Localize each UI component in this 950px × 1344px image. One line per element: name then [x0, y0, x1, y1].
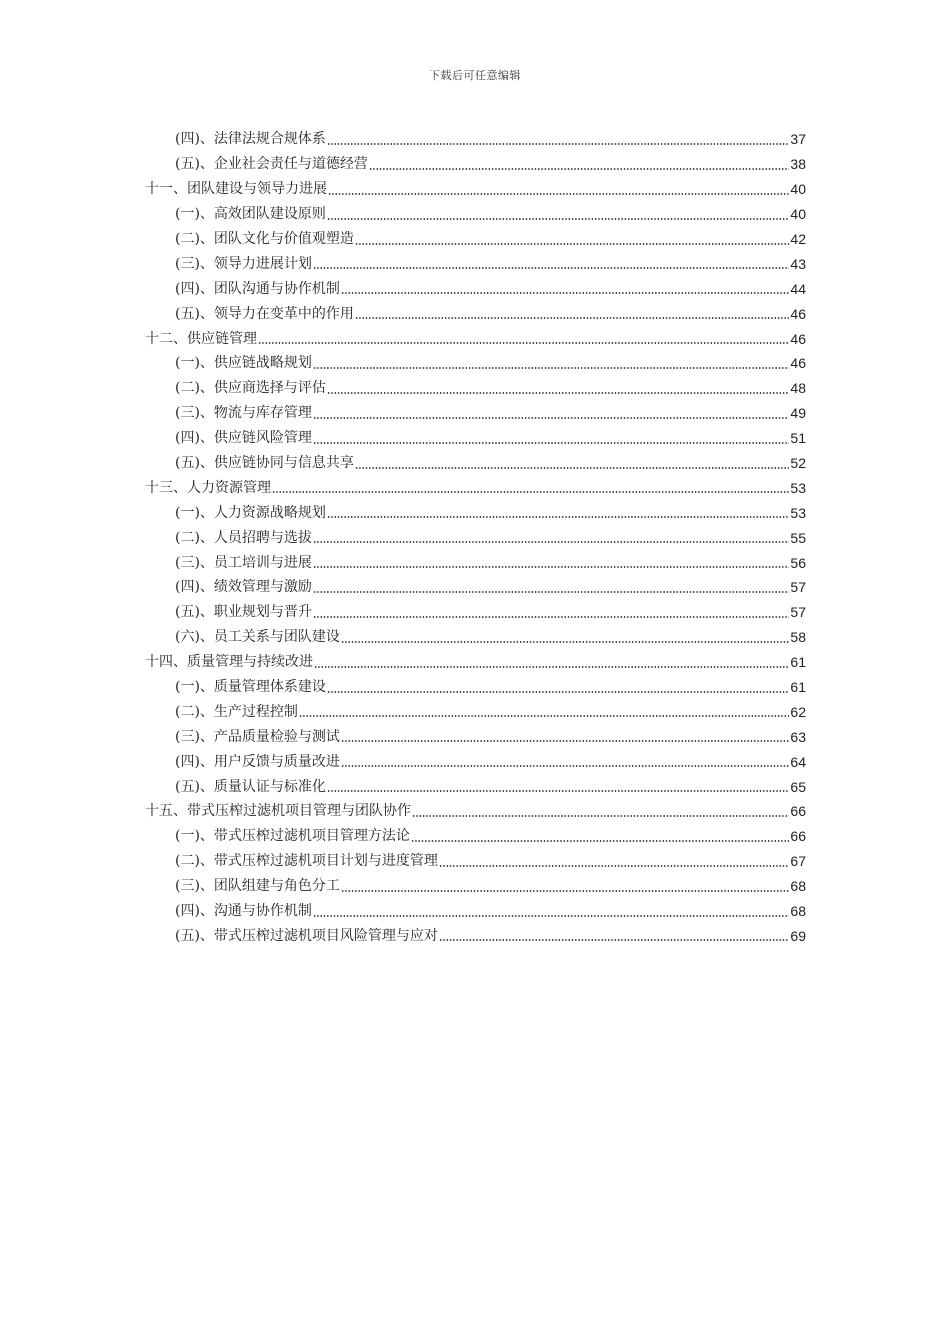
toc-section-entry[interactable] [145, 276, 806, 301]
toc-entry-title: (二)、带式压榨过滤机项目计划与进度管理 [175, 853, 438, 870]
toc-entry-title: (一)、供应链战略规划 [175, 355, 312, 372]
toc-dot-leader [313, 266, 789, 270]
toc-page-number: 66 [790, 828, 806, 845]
toc-entry-title: (三)、领导力进展计划 [175, 255, 312, 272]
toc-entry-title: (二)、生产过程控制 [175, 703, 298, 720]
toc-section-entry[interactable] [145, 376, 806, 401]
toc-dot-leader [299, 714, 789, 718]
toc-chapter-entry[interactable] [145, 475, 806, 500]
toc-dot-leader [412, 814, 789, 818]
toc-entry-title: (一)、带式压榨过滤机项目管理方法论 [175, 828, 410, 845]
toc-section-entry[interactable] [145, 351, 806, 376]
toc-page-number: 38 [790, 156, 806, 173]
toc-page-number: 56 [790, 554, 806, 571]
toc-dot-leader [355, 466, 789, 470]
toc-section-entry[interactable] [145, 824, 806, 849]
toc-page-number: 46 [790, 305, 806, 322]
toc-dot-leader [314, 665, 789, 669]
toc-dot-leader [272, 490, 789, 494]
toc-entry-title: (五)、供应链协同与信息共享 [175, 455, 354, 472]
toc-page-number: 40 [790, 181, 806, 198]
toc-dot-leader [369, 167, 789, 171]
toc-section-entry[interactable] [145, 600, 806, 625]
toc-dot-leader [327, 515, 789, 519]
toc-chapter-entry[interactable] [145, 177, 806, 202]
toc-page-number: 68 [790, 903, 806, 920]
toc-dot-leader [258, 341, 789, 345]
toc-dot-leader [313, 590, 789, 594]
toc-dot-leader [313, 366, 789, 370]
toc-dot-leader [313, 441, 789, 445]
toc-entry-title: (三)、员工培训与进展 [175, 554, 312, 571]
toc-dot-leader [341, 764, 789, 768]
toc-section-entry[interactable] [145, 227, 806, 252]
toc-entry-title: (二)、供应商选择与评估 [175, 380, 326, 397]
toc-page-number: 52 [790, 455, 806, 472]
toc-dot-leader [327, 690, 789, 694]
toc-page-number: 69 [790, 927, 806, 944]
toc-dot-leader [313, 416, 789, 420]
toc-dot-leader [327, 142, 789, 146]
toc-section-entry[interactable] [145, 301, 806, 326]
toc-entry-title: 十三、人力资源管理 [145, 479, 271, 496]
toc-page-number: 65 [790, 778, 806, 795]
toc-entry-title: (五)、带式压榨过滤机项目风险管理与应对 [175, 927, 438, 944]
toc-page-number: 64 [790, 753, 806, 770]
toc-dot-leader [327, 789, 789, 793]
toc-entry-title: (三)、产品质量检验与测试 [175, 728, 340, 745]
toc-section-entry[interactable] [145, 251, 806, 276]
toc-page-number: 44 [790, 280, 806, 297]
toc-page-number: 51 [790, 430, 806, 447]
toc-dot-leader [439, 938, 789, 942]
toc-chapter-entry[interactable] [145, 326, 806, 351]
toc-dot-leader [341, 640, 789, 644]
toc-section-entry[interactable] [145, 924, 806, 949]
toc-section-entry[interactable] [145, 625, 806, 650]
toc-section-entry[interactable] [145, 749, 806, 774]
toc-page-number: 42 [790, 231, 806, 247]
toc-entry-title: (四)、法律法规合规体系 [175, 131, 326, 148]
toc-entry-title: (五)、领导力在变革中的作用 [175, 305, 354, 322]
toc-entry-title: (一)、人力资源战略规划 [175, 504, 326, 521]
toc-page-number: 61 [790, 679, 806, 696]
toc-dot-leader [313, 565, 789, 569]
toc-entry-title: 十四、质量管理与持续改进 [145, 654, 313, 671]
toc-section-entry[interactable] [145, 152, 806, 177]
toc-section-entry[interactable] [145, 550, 806, 575]
toc-section-entry[interactable] [145, 451, 806, 476]
page-header: 下载后可任意编辑 [429, 69, 521, 82]
toc-chapter-entry[interactable] [145, 650, 806, 675]
toc-entry-title: (四)、用户反馈与质量改进 [175, 753, 340, 770]
toc-page-number: 67 [790, 853, 806, 870]
toc-page-number: 57 [790, 604, 806, 621]
toc-section-entry[interactable] [145, 127, 806, 152]
toc-page-number: 48 [790, 380, 806, 397]
toc-page-number: 40 [790, 206, 806, 223]
toc-dot-leader [328, 192, 789, 196]
toc-page-number: 63 [790, 728, 806, 745]
toc-section-entry[interactable] [145, 899, 806, 924]
toc-entry-title: (四)、沟通与协作机制 [175, 903, 312, 920]
toc-section-entry[interactable] [145, 202, 806, 227]
table-of-contents [145, 127, 806, 948]
toc-page-number: 49 [790, 405, 806, 422]
toc-dot-leader [313, 914, 789, 918]
toc-entry-title: (三)、团队组建与角色分工 [175, 878, 340, 895]
toc-section-entry[interactable] [145, 849, 806, 874]
toc-section-entry[interactable] [145, 874, 806, 899]
toc-section-entry[interactable] [145, 401, 806, 426]
toc-dot-leader [327, 391, 789, 395]
toc-page-number: 58 [790, 629, 806, 646]
toc-dot-leader [439, 864, 789, 868]
toc-entry-title: (二)、团队文化与价值观塑造 [175, 231, 354, 247]
toc-entry-title: 十二、供应链管理 [145, 330, 257, 347]
toc-entry-title: (四)、绩效管理与激励 [175, 579, 312, 596]
toc-entry-title: 十五、带式压榨过滤机项目管理与团队协作 [145, 803, 411, 820]
toc-page-number: 46 [790, 330, 806, 347]
toc-page-number: 53 [790, 479, 806, 496]
toc-page-number: 46 [790, 355, 806, 372]
toc-page-number: 57 [790, 579, 806, 596]
toc-page-number: 55 [790, 529, 806, 546]
toc-dot-leader [341, 291, 789, 295]
toc-dot-leader [355, 316, 789, 320]
toc-page-number: 43 [790, 255, 806, 272]
toc-entry-title: (一)、质量管理体系建设 [175, 679, 326, 696]
toc-entry-title: (一)、高效团队建设原则 [175, 206, 326, 223]
toc-dot-leader [341, 889, 789, 893]
toc-dot-leader [313, 540, 789, 544]
toc-section-entry[interactable] [145, 675, 806, 700]
toc-entry-title: (五)、质量认证与标准化 [175, 778, 326, 795]
toc-dot-leader [341, 739, 789, 743]
toc-section-entry[interactable] [145, 699, 806, 724]
toc-page-number: 61 [790, 654, 806, 671]
toc-section-entry[interactable] [145, 774, 806, 799]
toc-page-number: 37 [790, 131, 806, 148]
toc-entry-title: (五)、企业社会责任与道德经营 [175, 156, 368, 173]
toc-page-number: 66 [790, 803, 806, 820]
toc-section-entry[interactable] [145, 525, 806, 550]
toc-dot-leader [313, 615, 789, 619]
toc-dot-leader [411, 839, 789, 843]
toc-entry-title: (四)、团队沟通与协作机制 [175, 280, 340, 297]
toc-dot-leader [327, 217, 789, 221]
toc-page-number: 62 [790, 703, 806, 720]
toc-chapter-entry[interactable] [145, 799, 806, 824]
toc-section-entry[interactable] [145, 575, 806, 600]
toc-entry-title: (六)、员工关系与团队建设 [175, 629, 340, 646]
toc-entry-title: 十一、团队建设与领导力进展 [145, 181, 327, 198]
toc-dot-leader [355, 242, 789, 246]
toc-section-entry[interactable] [145, 426, 806, 451]
toc-page-number: 68 [790, 878, 806, 895]
toc-entry-title: (二)、人员招聘与选拔 [175, 529, 312, 546]
toc-section-entry[interactable] [145, 500, 806, 525]
toc-page-number: 53 [790, 504, 806, 521]
toc-entry-title: (四)、供应链风险管理 [175, 430, 312, 447]
toc-section-entry[interactable] [145, 724, 806, 749]
toc-entry-title: (三)、物流与库存管理 [175, 405, 312, 422]
toc-entry-title: (五)、职业规划与晋升 [175, 604, 312, 621]
